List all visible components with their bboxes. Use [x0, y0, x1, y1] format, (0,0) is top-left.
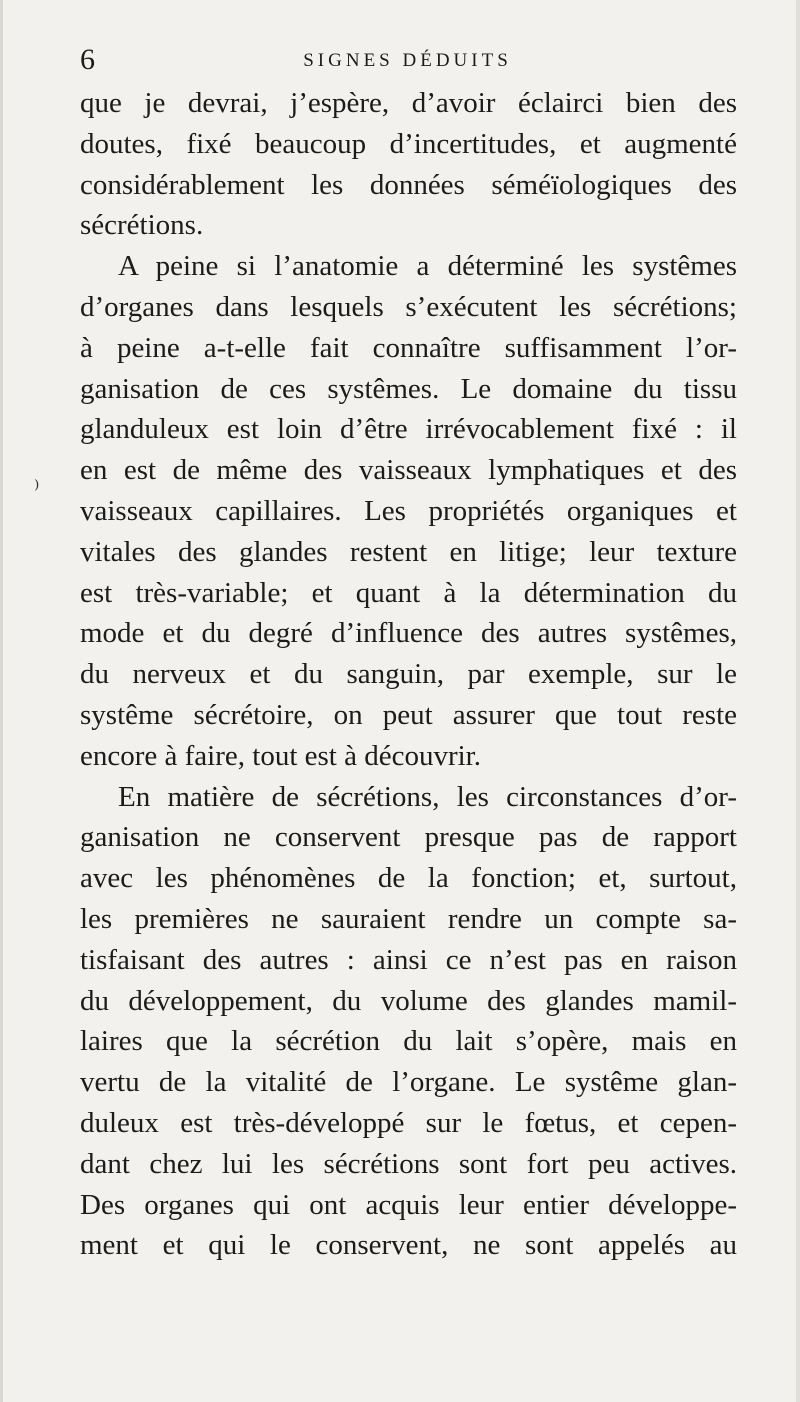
- text-line: systême sécrétoire, on peut assurer que tout reste: [80, 698, 737, 731]
- text-line: avec les phénomènes de la fonction; et, surtout,: [80, 862, 737, 895]
- text-line: que je devrai, j’espère, d’avoir éclairci bien des: [80, 87, 737, 119]
- text-line: glanduleux est loin d’être irrévocablement fixé : il: [80, 413, 737, 446]
- text-line: ganisation ne conservent presque pas de rapport: [80, 821, 737, 854]
- paragraph-start-line: A peine si l’anatomie a déterminé les systêmes: [118, 250, 737, 283]
- text-line: ganisation de ces systêmes. Le domaine du tissu: [80, 372, 737, 405]
- page-edge-right: [796, 0, 800, 1402]
- paragraph-start-line: En matière de sécrétions, les circonstances d’or-: [118, 780, 737, 813]
- text-line: considérablement les données séméïologiques des: [80, 168, 737, 201]
- text-line: vaisseaux capillaires. Les propriétés organiques et: [80, 494, 737, 527]
- text-line: est très-variable; et quant à la détermination du: [80, 576, 737, 609]
- margin-mark: ⁾: [34, 476, 40, 501]
- body-text: [80, 83, 737, 1266]
- text-line: vertu de la vitalité de l’organe. Le systême glan-: [80, 1066, 737, 1099]
- text-line: du développement, du volume des glandes mamil-: [80, 984, 737, 1017]
- text-line: en est de même des vaisseaux lymphatiques et des: [80, 454, 737, 487]
- page-header: [80, 40, 735, 80]
- text-line: les premières ne sauraient rendre un compte sa-: [80, 902, 737, 935]
- text-line: d’organes dans lesquels s’exécutent les sécrétions;: [80, 290, 737, 323]
- text-line: laires que la sécrétion du lait s’opère, mais en: [80, 1025, 737, 1058]
- text-line: du nerveux et du sanguin, par exemple, sur le: [80, 658, 737, 691]
- text-line: vitales des glandes restent en litige; leur texture: [80, 535, 737, 568]
- text-line: doutes, fixé beaucoup d’incertitudes, et augmenté: [80, 127, 737, 160]
- text-line: encore à faire, tout est à découvrir.: [80, 739, 481, 772]
- text-line: mode et du degré d’influence des autres systêmes,: [80, 617, 737, 650]
- text-line: sécrétions.: [80, 209, 204, 242]
- text-line: à peine a-t-elle fait connaître suffisamment l’or-: [80, 331, 737, 364]
- text-line: dant chez lui les sécrétions sont fort peu actives.: [80, 1147, 737, 1180]
- text-line: duleux est très-développé sur le fœtus, et cepen-: [80, 1106, 737, 1139]
- running-head: SIGNES DÉDUITS: [303, 50, 512, 71]
- page-number: 6: [80, 43, 95, 76]
- text-line: tisfaisant des autres : ainsi ce n’est pas en raison: [80, 943, 737, 976]
- text-line: ment et qui le conservent, ne sont appelés au: [80, 1229, 737, 1262]
- text-line: Des organes qui ont acquis leur entier développe-: [80, 1188, 737, 1221]
- page-edge-left: [0, 0, 3, 1402]
